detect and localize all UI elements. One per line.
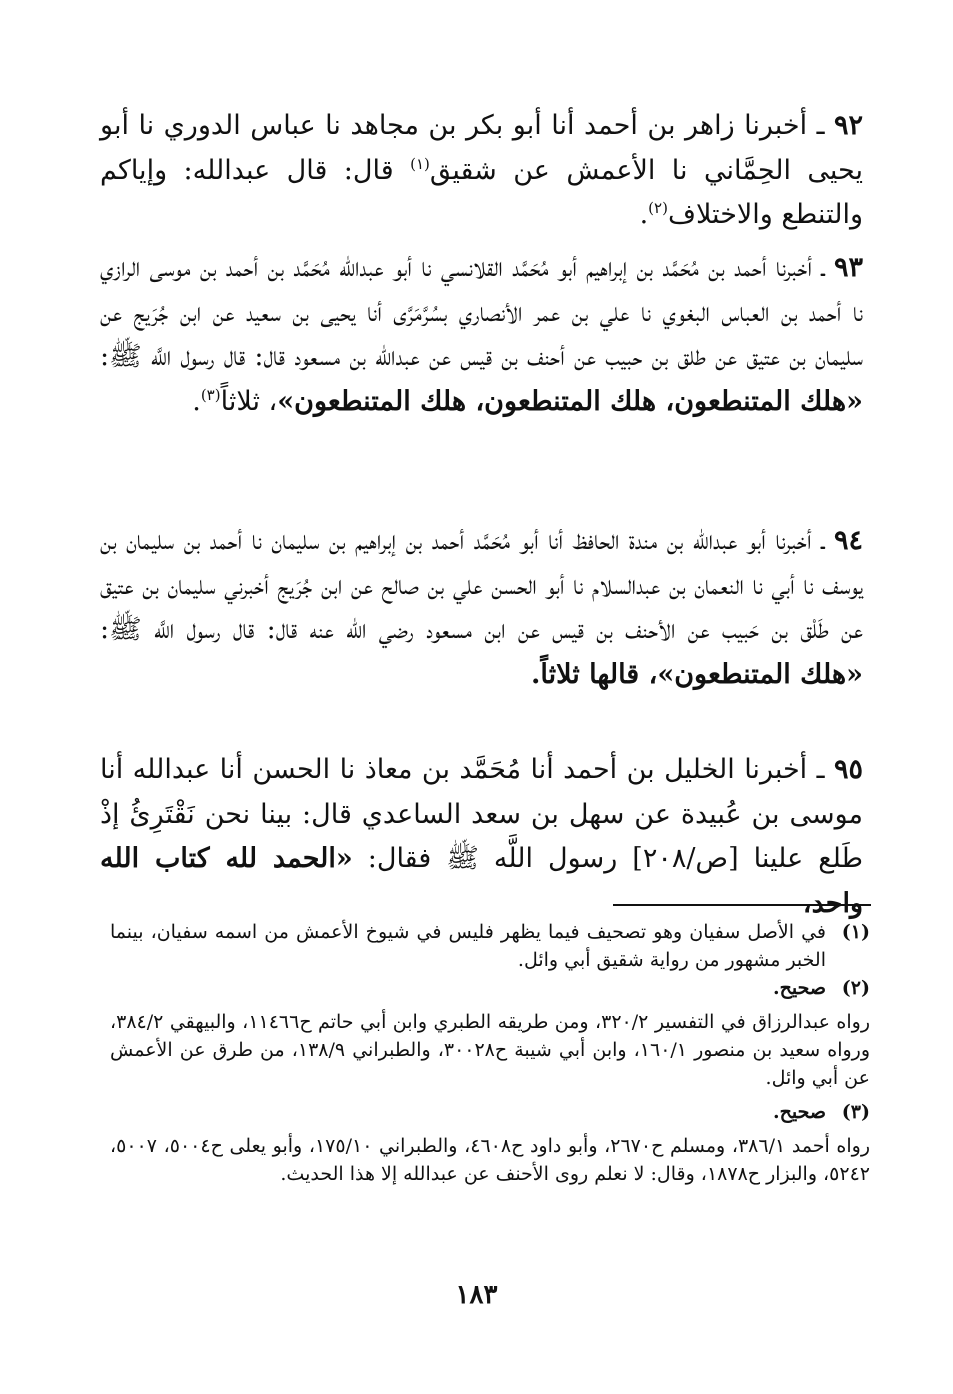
footnote-marker: (٢) bbox=[841, 977, 870, 999]
page-number: ١٨٣ bbox=[455, 1280, 498, 1310]
prophetic-saying: «الحمد لله كتاب الله واحد، bbox=[100, 843, 863, 919]
hadith-text: قال: قال عبدالله: وإياكم والتنطع والاختلاف bbox=[100, 154, 863, 230]
footnote-2 bbox=[110, 974, 870, 1002]
footnote-3 bbox=[110, 1098, 870, 1126]
hadith-number: ٩٣ bbox=[833, 252, 863, 283]
hadith-dash: ـ bbox=[807, 754, 825, 785]
hadith-text: ، ثلاثاً bbox=[220, 385, 278, 417]
hadith-95 bbox=[100, 748, 863, 926]
hadith-end: . bbox=[639, 199, 649, 230]
footnote-text: في الأصل سفيان وهو تصحيف فيما يظهر فليس في شيوخ الأعمش من اسمه سفيان، بينما الخبر مشهور من رواية شقيق أبي وائل. bbox=[110, 921, 826, 971]
hadith-dash: ـ bbox=[807, 110, 825, 141]
footnote-ref: (١) bbox=[410, 154, 430, 173]
footnotes bbox=[110, 918, 870, 1194]
hadith-end: . bbox=[192, 385, 201, 417]
footnote-1 bbox=[110, 918, 870, 974]
footnote-marker: (١) bbox=[841, 921, 870, 943]
footnote-marker: (٣) bbox=[841, 1101, 870, 1123]
footnote-grade: صحيح. bbox=[772, 1101, 826, 1123]
footnote-grade: صحيح. bbox=[772, 977, 826, 999]
hadith-text: أخبرنا أحمد بن مُحَمَّد بن إبراهيم أبو مُحَمَّد القلانسي نا أبو عبدالله مُحَمَّد بن أحمد بن موسى الرازي نا أحمد بن العباس البغوي نا علي بن عمر الأنصاري بسُرَّمَرَّى أنا يحيى بن سعيد عن ابن جُرَيج عن سليمان بن عتيق عن طلق بن حبيب عن أحنف بن قيس عن عبدالله بن مسعود قال: قال رسول اللَّه ﷺ: bbox=[100, 252, 863, 372]
footnote-separator bbox=[613, 904, 871, 906]
hadith-92 bbox=[100, 104, 863, 238]
hadith-number: ٩٤ bbox=[833, 525, 863, 556]
footnote-ref: (٢) bbox=[648, 199, 668, 217]
hadith-94 bbox=[100, 519, 863, 697]
footnote-detail: رواه أحمد ٣٨٦/١، ومسلم ح٢٦٧٠، وأبو داود ح٤٦٠٨، والطبراني ١٧٥/١٠، وأبو يعلى ح٥٠٠٤، ٥٠٠٧، ٥٢٤٢، والبزار ح١٨٧٨، وقال: لا نعلم روى الأحنف عن عبدالله إلا هذا الحديث. bbox=[110, 1135, 871, 1185]
hadith-text: أخبرنا زاهر بن أحمد أنا أبو بكر بن مجاهد نا عباس الدوري نا أبو يحيى الحِمَّاني نا الأعمش عن شقيق bbox=[100, 110, 863, 186]
hadith-number: ٩٢ bbox=[833, 110, 863, 141]
prophetic-saying: «هلك المتنطعون»، قالها ثلاثاً. bbox=[531, 658, 863, 690]
footnote-detail: رواه عبدالرزاق في التفسير ٣٢٠/٢، ومن طريقه الطبري وابن أبي حاتم ح١١٤٦٦، والبيهقي ٣٨٤/٢، ورواه سعيد بن منصور ١٦٠/١، وابن أبي شيبة ح٣٠٠٢٨، والطبراني ١٣٨/٩، من طرق عن الأعمش عن أبي وائل. bbox=[110, 1011, 871, 1089]
hadith-dash: ـ bbox=[812, 252, 825, 283]
hadith-dash: ـ bbox=[811, 525, 825, 556]
footnote-ref: (٣) bbox=[200, 385, 221, 404]
hadith-text: أخبرنا الخليل بن أحمد أنا مُحَمَّد بن معاذ نا الحسن أنا عبدالله أنا موسى بن عُبيدة عن سهل بن سعد الساعدي قال: بينا نحن نَقْتَرِئُ إذْ طَلع علينا [ص/٢٠٨] رسول اللَّه ﷺ فقال: bbox=[100, 754, 863, 874]
prophetic-saying: «هلك المتنطعون، هلك المتنطعون، هلك المتنطعون» bbox=[277, 385, 863, 417]
hadith-93 bbox=[100, 246, 863, 424]
hadith-number: ٩٥ bbox=[833, 754, 863, 785]
hadith-text: أخبرنا أبو عبدالله بن مندة الحافظ أنا أبو مُحَمَّد أحمد بن إبراهيم بن سليمان نا أحمد بن سليمان بن يوسف نا أبي نا النعمان بن عبدالسلام نا أبو الحسن علي بن صالح عن ابن جُرَيج أخبرني سليمان بن عتيق عن طَلْق بن حَبيب عن الأحنف بن قيس عن ابن مسعود رضي الله عنه قال: قال رسول اللَّه ﷺ: bbox=[100, 525, 863, 645]
